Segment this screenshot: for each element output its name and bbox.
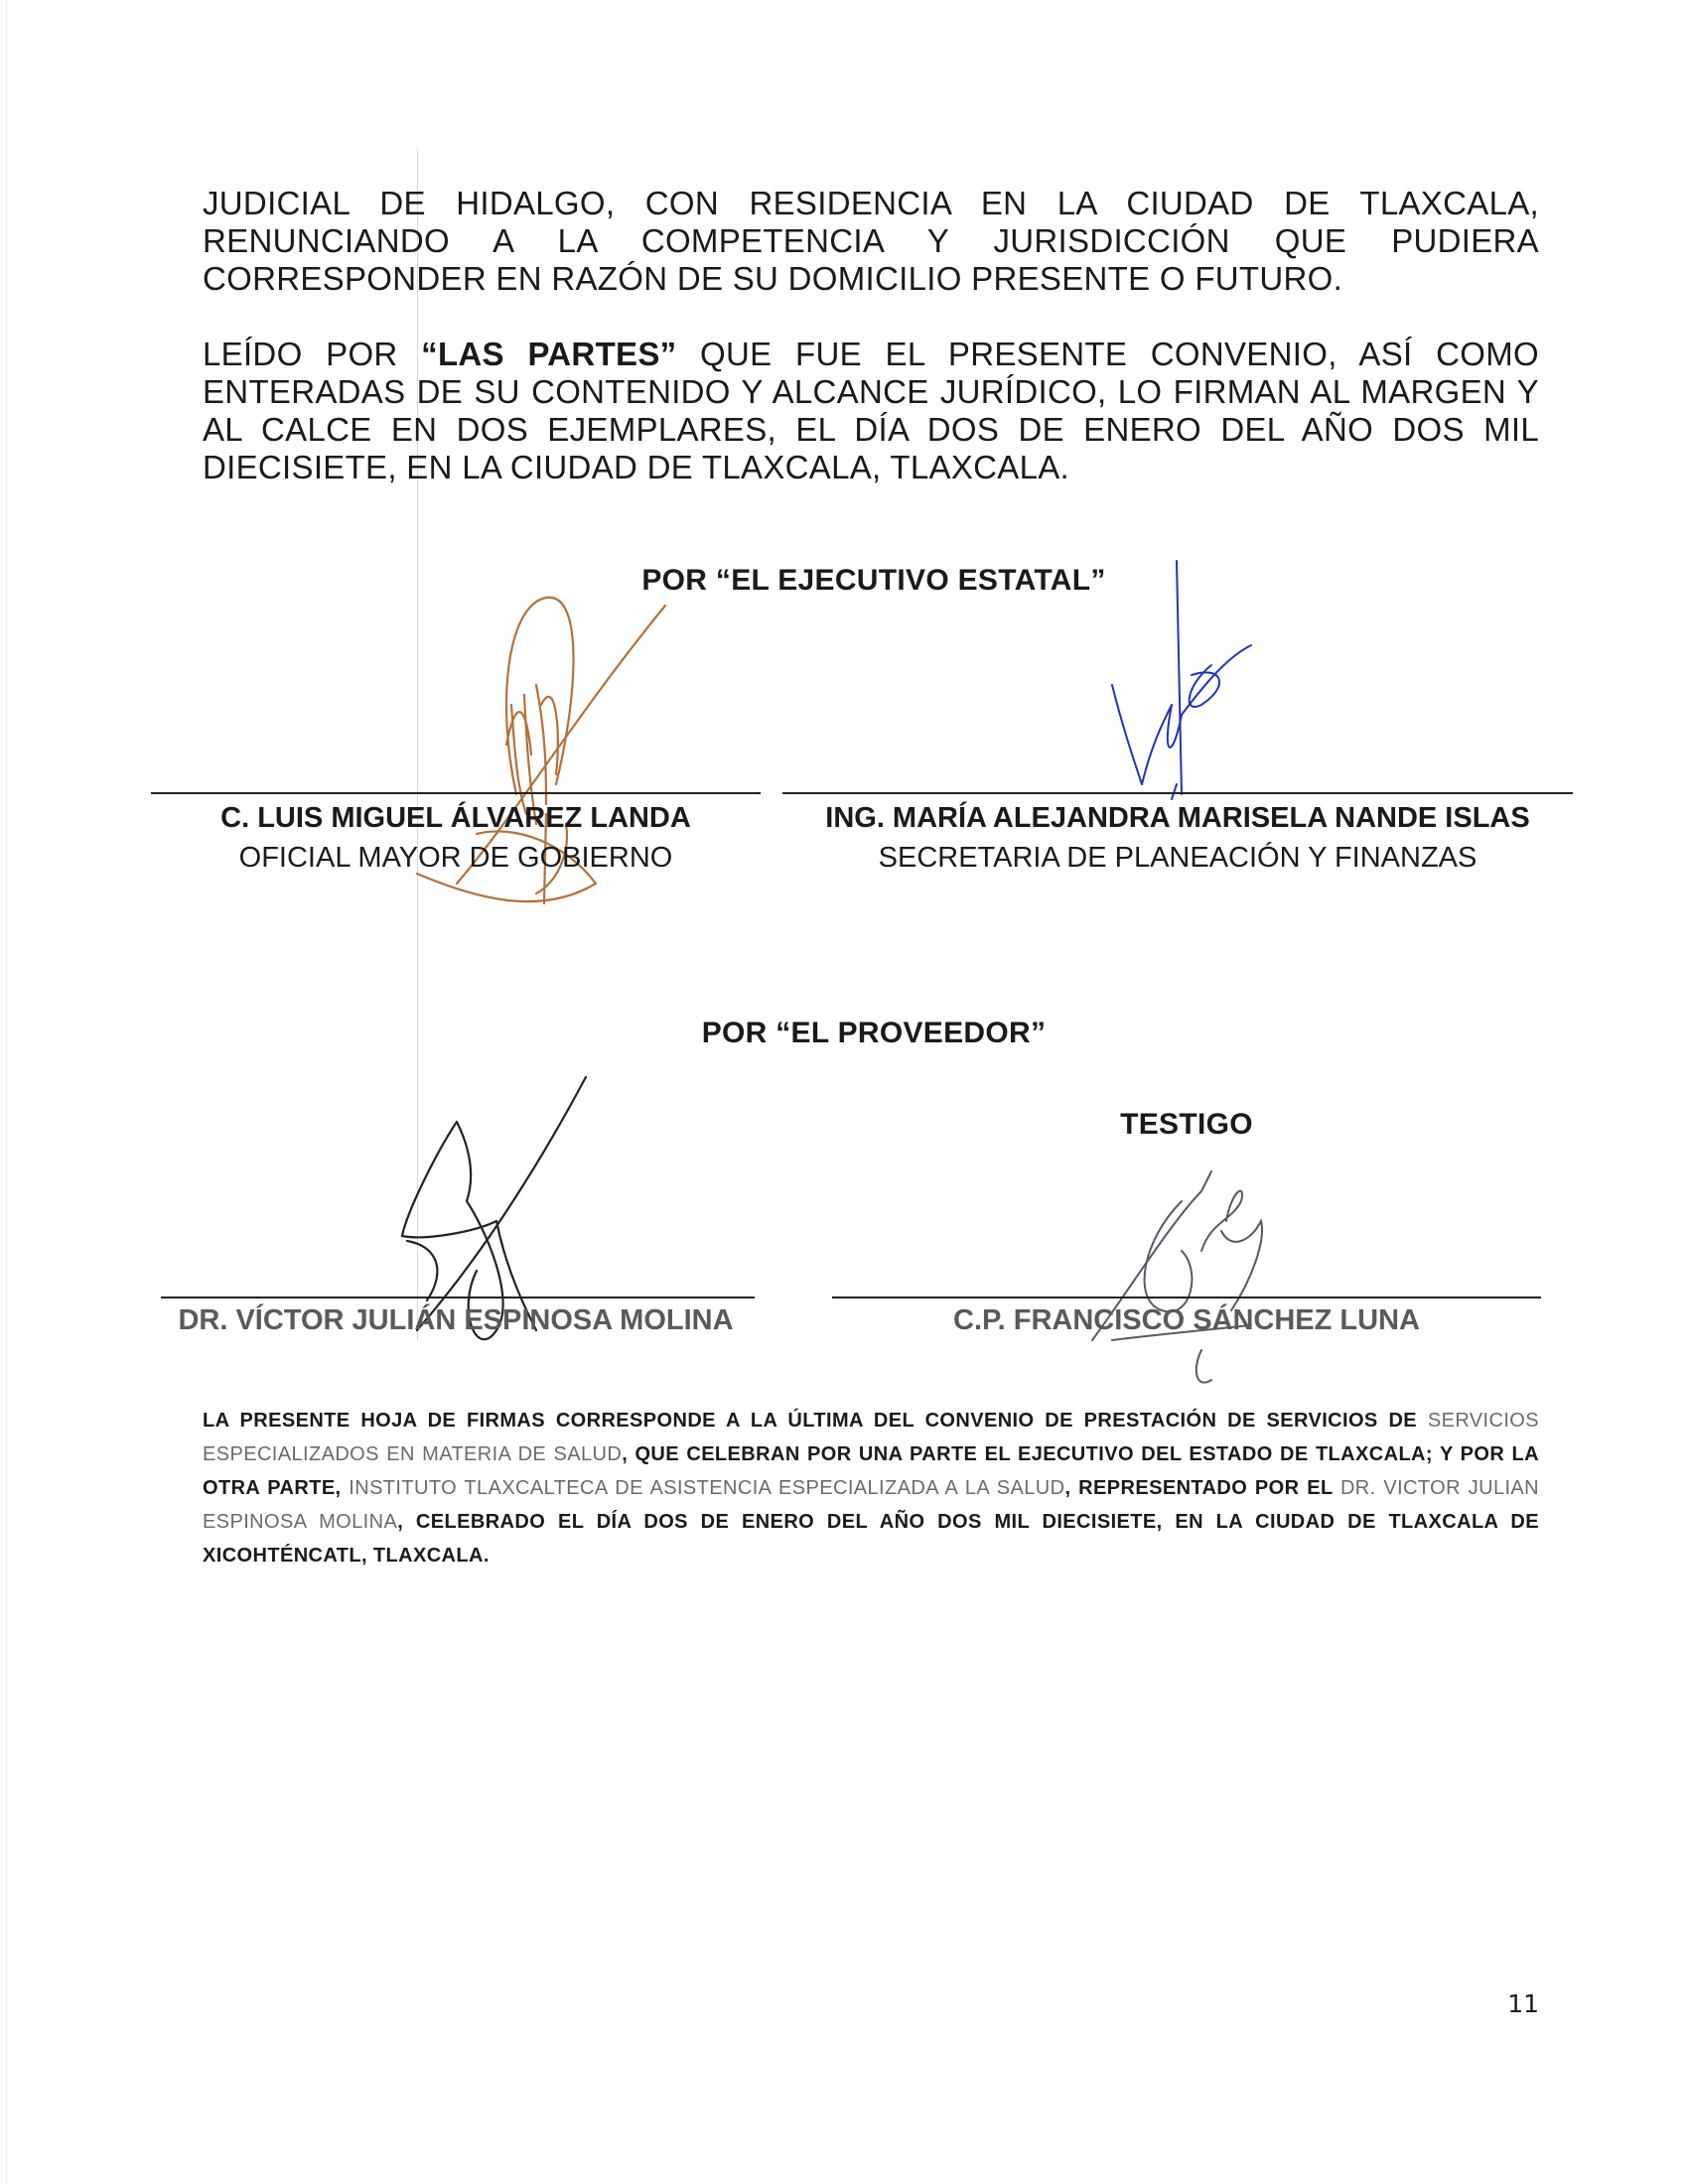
signature-maria-alejandra xyxy=(1102,556,1261,814)
signature-page-note xyxy=(203,1404,1539,1572)
scan-artifact-line xyxy=(6,0,7,2184)
signer-name-maria-alejandra: ING. MARÍA ALEJANDRA MARISELA NANDE ISLAS xyxy=(825,802,1530,834)
signer-name-francisco-sanchez: C.P. FRANCISCO SÁNCHEZ LUNA xyxy=(953,1304,1420,1336)
signer-title-oficial-mayor: OFICIAL MAYOR DE GOBIERNO xyxy=(238,842,673,874)
ejecutivo-heading: POR “EL EJECUTIVO ESTATAL” xyxy=(641,564,1106,597)
parties-term: “LAS PARTES” xyxy=(421,336,677,372)
paragraph-text-start: LEÍDO POR xyxy=(203,336,422,372)
testigo-heading: TESTIGO xyxy=(1120,1108,1253,1141)
signature-line-luis-miguel xyxy=(151,792,761,794)
signature-line-victor-julian xyxy=(161,1297,755,1298)
closing-paragraph-signing xyxy=(203,336,1539,486)
paragraph-text-rest: QUE FUE EL PRESENTE CONVENIO, ASÍ COMO ENTERADAS DE SU CONTENIDO Y ALCANCE JURÍDICO, LO FIRMAN AL MARGEN Y AL CALCE EN DOS EJEMPLARES, EL DÍA DOS DE ENERO DEL AÑO DOS MIL DIECISIETE, EN LA CIUDAD DE TLAXCALA, TLAXCALA. xyxy=(203,336,1539,485)
signature-francisco-sanchez xyxy=(1053,1161,1281,1400)
paragraph-text: JUDICIAL DE HIDALGO, CON RESIDENCIA EN LA CIUDAD DE TLAXCALA, RENUNCIANDO A LA COMPETENCIA Y JURISDICCIÓN QUE PUDIERA CORRESPONDER EN RAZÓN DE SU DOMICILIO PRESENTE O FUTURO. xyxy=(203,185,1539,297)
signer-name-luis-miguel: C. LUIS MIGUEL ÁLVAREZ LANDA xyxy=(220,802,691,834)
closing-paragraph-jurisdiction xyxy=(203,185,1539,298)
note-text: , QUE CELEBRAN POR UNA PARTE EL EJECUTIVO DEL ESTADO DE TLAXCALA; Y POR LA OTRA PARTE, xyxy=(203,1443,1539,1499)
signature-line-francisco-sanchez xyxy=(832,1297,1541,1298)
signer-title-secretaria: SECRETARIA DE PLANEACIÓN Y FINANZAS xyxy=(878,842,1477,874)
note-text: , REPRESENTADO POR EL xyxy=(1064,1477,1340,1499)
note-service-name: SERVICIOS ESPECIALIZADOS EN MATERIA DE SALUD xyxy=(203,1410,1539,1465)
signer-name-victor-julian: DR. VÍCTOR JULIÁN ESPINOSA MOLINA xyxy=(178,1304,734,1336)
note-text: , CELEBRADO EL DÍA DOS DE ENERO DEL AÑO DOS MIL DIECISIETE, EN LA CIUDAD DE TLAXCALA DE XICOHTÉNCATL, TLAXCALA. xyxy=(203,1511,1540,1567)
note-representative-name: DR. VICTOR JULIAN ESPINOSA MOLINA xyxy=(203,1477,1540,1533)
page-number: 11 xyxy=(1507,1989,1539,2018)
note-institute-name: INSTITUTO TLAXCALTECA DE ASISTENCIA ESPECIALIZADA A LA SALUD xyxy=(349,1477,1065,1499)
note-text: LA PRESENTE HOJA DE FIRMAS CORRESPONDE A LA ÚLTIMA DEL CONVENIO DE PRESTACIÓN DE SERVICIOS DE xyxy=(203,1410,1428,1432)
signature-line-maria-alejandra xyxy=(782,792,1573,794)
proveedor-heading: POR “EL PROVEEDOR” xyxy=(701,1017,1047,1049)
